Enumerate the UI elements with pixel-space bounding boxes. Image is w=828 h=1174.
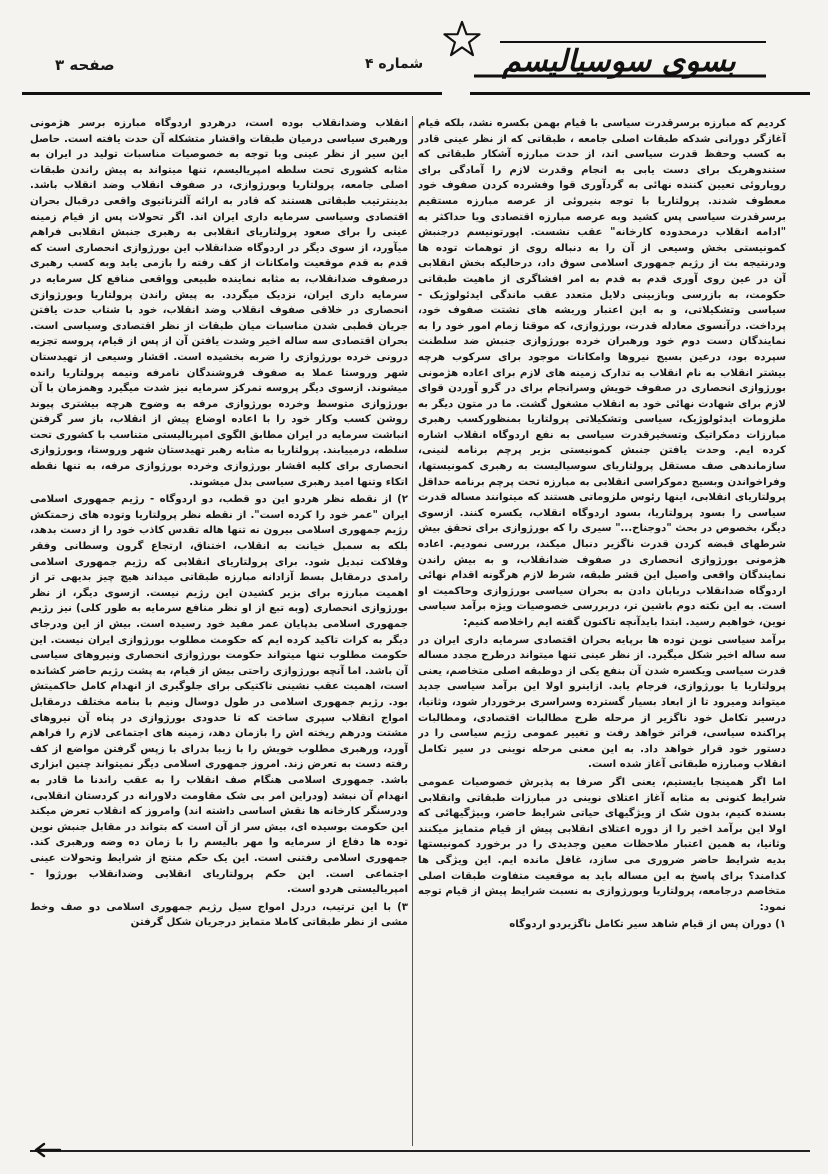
paragraph: ۱) دوران پس از قیام شاهد سیر تکامل ناگزیردو اردوگاه <box>509 919 786 931</box>
paragraph: ۲) از نقطه نظر هردو این دو قطب، دو اردوگاه - رژیم جمهوری اسلامی ایران "عمر خود را کرده است". از نقطه نظر پرولتاریا وتوده های زحمتکش رژیم جمهوری اسلامی بیرون نه تنها هاله تقدس کاذب خود را از دست بدهد، بلکه به سمبل خیانت به انقلاب، اختناق، ارتجاع گرون وسطانی وفقر وفلاکت تبدیل شود. برای پرولتاریای انقلابی که رژیم جمهوری اسلامی رامدی درمقابل بسط آزادانه مبارزه طبقاتی میداند هیچ چیز بدیهی تر از اهمیت مبارزه برای بزیر کشیدن این رژیم نیست. ازسوی دیگر، از نظر بورژوازی انحصاری (وبه تبع از او نظر منافع سرمایه به طور کلی) نیز رژیم جمهوری اسلامی بدپایان عمر مفید خود رسیده است. بیش از این ودرجای دیگر به کرات تاکید کرده ایم که حکومت مطلوب بورژوازی ایران نیست. این حکومت مطلوب تنها میتواند حکومت بورژوازی انحصاری ونیروهای سیاسی آن باشد. اما آنچه بورژوازی راحتی بیش از قیام، به پشت رژیم حاضر کشانده است، اهمیت عقب نشینی تاکتیکی برای جلوگیری از انهدام کامل حاکمیتش بود. رژیم جمهوری اسلامی در طول دوسال ونیم با بنامه مختلف درمقابل امواج انقلاب سپری ساخت که تا حدودی بورژوازی در پناه آن نیروهای مشتت ودرهم ریخته اش را بازمان دهد، زمینه های اجتماعی لازم را فراهم آورد، ورهبری مطلوب خویش را با زیبا بدرای با زپس گرفتن مواضع از کف رفته دست به تعرض زند. امروز جمهوری اسلامی دیگر نمیتواند چنین ابزاری باشد. جمهوری اسلامی هنگام صف انقلاب را به عقب راندنا ما قادر به انهدام آن نبشد (ودراین امر بی شک مقاومت دلاورانه در کردستان انقلابی، ودرسنگر کارخانه ها نقش اساسی داشته اند) وامروز که انقلاب تعرض میکند این حکومت بوسیده ای، بیش سر از آن است که بتواند در مقابل جنبش نوین توده ها دفاع از سرمایه وا مهر بالیسم را با زمان ده وضه ورهبری کند. جمهوری اسلامی رفتنی است. این یک حکم منتج از شرایط وتحولات عینی اجتماعی است. این حکم پرولتاریای انقلابی وضدانقلاب بورژوا - امپریالیستی هردو است. <box>30 494 408 896</box>
masthead-logo: بسوی سوسیالیسم <box>502 44 736 79</box>
paragraph: کردیم که مبارزه برسرقدرت سیاسی با قیام بهمن بکسره نشد، بلکه قیام آغازگر دورانی شدکه طبقات اصلی جامعه ، طبقاتی که از نظر عینی قادر به کسب وحفظ قدرت سیاسی اند، از حدت مبارزه آشکار طبقاتی که ستندوهریک برای دست یابی به انجام وقدرت لازم را آمادگی برای رویاروئی تعیین کننده نهائی به گردآوری قوا وفشرده کردن صفوف خود معطوف شدند. پرولتاریا با توجه بنیروئی از عرصه مبارزه مستقیم برسرقدرت سیاسی پس کشید وبه عرصه مبارزه اقتصادی ویا حداکثر به "ادامه انقلاب درمحدوده کارخانه" عقب نشست. اپورتونیسم درجنبش کمونیستی بخش وسیعی از آن را به دنباله روی از توهمات توده ها ودرنتیجه بت از رژیم جمهوری اسلامی سوق داد، درحالیکه بخش انقلابی آن در عین روی آوری قدم به قدم به امر افشاگری از ماهیت طبقاتی حکومت، به بازرسی وبازبینی دلایل متعدد عقب ماندگی ایدئولوژیک - سیاسی وتشکیلاتی، و به این اعتبار وریشه های تشتت صفوف خود، پرداخت. درآنسوی معادله قدرت، بورژوازی، که موقتا زمام امور خود را به نمایندگان دست دوم خود ورهبران خرده بورژوازی جنبش ضد سلطنت سپرده بود، درعین بسیج نیروها وامکانات موجود برای سرکوب هرچه بیشتر انقلاب به نام انقلاب به تدارک زمینه های لازم برای اعاده هژمونی بورژوازی انحصاری در صفوف خویش وسرانجام برای در گرو آوردن قوای لازم برای شهادت نهائی خود به انقلاب مشغول گشت. ما در متون دیگر به ملزومات ایدئولوژیک، سیاسی وتشکیلاتی پرولتاریا بمنظورکسب رهبری مبارزات دمکراتیک وتسخیرقدرت سیاسی به نفع اردوگاه انقلاب اشاره کرده ایم. وحدت یافتن جنبش کمونیستی بزیر پرچم برنامه لنینی، سازماندهی صف مستقل پرولتاریای سوسیالیست به رهبری کمونیستها، وفراخواندن وبسیج دموکراسی انقلابی به مبارزه تحت پرچم برنامه حداقل پرولتاریای انقلابی، اینها رئوس ملزوماتی هستند که میتوانند مساله قدرت سیاسی را بسود پرولتاریا، بسود اردوگاه انقلاب، یکسره کنند. ازسوی دیگر، بخصوص در بحث "دوجناح..." سیری را که بورژوازی برای تحقق بیش شرطهای قبضه کردن قدرت ناگزیر دنبال میکند، بررسی نمودیم. اعاده هژمونی بورژوازی انحصاری در صفوف ضدانقلاب، و به بیش راندن نمایندگان واقعی واصیل این قشر طبقه، شرط لازم هرگونه اقدام نهائی اردوگاه ضدانقلاب دربابان دادن به بحران سیاسی بورژوازی وحاکمیت او است. به این نکته دوم باشین تر، دربررسی خصوصیات ویژه برآمد سیاسی نوین، خواهیم رسید. ابتدا بایدآنچه تاکنون گفته ایم راخلاصه کنیم: <box>418 118 786 628</box>
masthead-rule-left <box>22 92 442 95</box>
paragraph: برآمد سیاسی نوین توده ها برپایه بحران اقتصادی سرمایه داری ایران در سه ساله اخیر شکل میگیرد. از نظر عینی تنها میتواند درطرح مجدد مساله قدرت سیاسی ویکسره شدن آن بنفع یکی از دوطبقه اصلی متخاصم، یعنی پرولتاریا یا بورژوازی، فرجام یابد. ازاینرو اولا این برآمد سیاسی جدید میتواند ومیرود تا از ابعاد بسیار گسترده وسراسری برخوردار شود، وثانیا، درسیر تکامل خود ناگزیر از مرحله طرح مطالبات اقتصادی، ومطالبات پراکنده سیاسی، فراتر خواهد رفت و تغییر عمومی رژیم سیاسی را در دستور خود قرار خواهد داد. به این معنی مرحله نوینی در سیر تکامل انقلاب ومبارزه طبقاتی آغاز شده است. <box>418 634 786 771</box>
footer-rule <box>30 1150 810 1152</box>
arrow-left-icon <box>32 1140 62 1160</box>
issue-number: شماره ۴ <box>365 56 424 72</box>
column-divider <box>412 116 413 1146</box>
paragraph: انقلاب وضدانقلاب بوده است، درهردو اردوگاه مبارزه برسر هژمونی ورهبری سیاسی درمیان طبقات واقشار متشکله آن حدت یافته است. حاصل این سیر از نظر عینی وبا توجه به خصوصیات مناسبات تولید در ایران به مثابه کشوری تحت سلطه امپریالیسم، تنها میتواند به پیش راندن طبقات اصلی جامعه، پرولتاریا وبورژوازی، در صفوف انقلاب وضد انقلاب باشد. بدینترتیب طبقاتی هستند که قادر به ارائه آلترناتیوی واقعی درقبال بحران اقتصادی وسیاسی سرمایه داری ایران اند. اگر تحولات پس از قیام زمینه عینی را برای صعود پرولتاریای انقلابی به رهبری جنبش انقلابی فراهم میآورد، از سوی دیگر در اردوگاه ضدانقلاب این بورژوازی انحصاری است که قدم به قدم موقعیت وامکانات از کف رفته را بازمی یابد وبه کسب رهبری درصفوف ضدانقلاب، به مثابه نماینده طبیعی وواقعی منافع کل سرمایه در سرمایه داری ایران، نزدیک میگردد. به پیش راندن پرولتاریا وبورژوازی انحصاری در خلاقی صفوف انقلاب وضد انقلاب، خود با شتاب حدت یافتن جریان قطبی شدن مناسبات میان طبقات از نظر اقتصادی وسیاسی است. بحران اقتصادی سه ساله اخیر وشدت یافتن آن از پس از قیام، پروسه تجزیه درونی خرده بورژوازی را ضربه بخشیده است. اقشار وسیعی از تهیدستان شهر وروستا عملا به صفوف فروشندگان نامرفه ونیمه پرولتاریا رانده میشوند. ازسوی دیگر پروسه تمرکز سرمایه نیز شدت میگیرد وهمزمان با آن بورژوازی متوسط وخرده بورژوازی مرفه به وضوح هرچه بیشتری پیوند روشن کسب وکار خود را با اعاده اوضاع پیش از انقلاب، باز سر گرفتن انباشت سرمایه در ایران مطابق الگوی امپریالیستی متناسب با کشوری تحت سلطه، درمییابند. پرولتاریا به مثابه رهبر تهیدستان شهر وروستا، وبورژوازی انحصاری برای کلیه اقشار بورژوازی وخرده بورژوازی مرفه، به تنها نقطه اتکاء وتنها امید رهبری سیاسی بدل میشوند. <box>30 118 408 488</box>
paragraph: ۳) با این ترتیب، دردل امواج سیل رژیم جمهوری اسلامی دو صف وخط مشی از نظر طبقاتی کاملا متمایز درجریان شکل گرفتن <box>30 901 408 929</box>
article-column-right <box>418 116 786 1146</box>
masthead-rule-right <box>470 92 810 95</box>
page-number: صفحه ۳ <box>55 56 115 74</box>
article-column-left <box>30 116 408 1146</box>
paragraph: اما اگر همینجا بایستیم، یعنی اگر صرفا به پذیرش خصوصیات عمومی شرایط کنونی به مثابه آغاز اعتلای نوینی در مبارزات طبقاتی وانقلابی بسنده کنیم، بدون شک از ویژگیهای حیاتی شرایط حاضر، وبیژگیهائی که اولا این برآمد اخیر را از دوره اعتلای انقلابی پیش از قیام متمایز میکنند وثانیا، به همین اعتبار ملاحظات معین وجدیدی را در برخورد کمونیستها بدیه شرایط حاضر ضروری می سازد، غافل مانده ایم. این ویژگی ها کدامند؟ برای پاسخ به این مساله باید به موقعیت متفاوت طبقات اصلی متخاصم درجامعه، پرولتاریا وبورژوازی به نسبت شرایط پیش از قیام توجه نمود: <box>418 776 786 913</box>
